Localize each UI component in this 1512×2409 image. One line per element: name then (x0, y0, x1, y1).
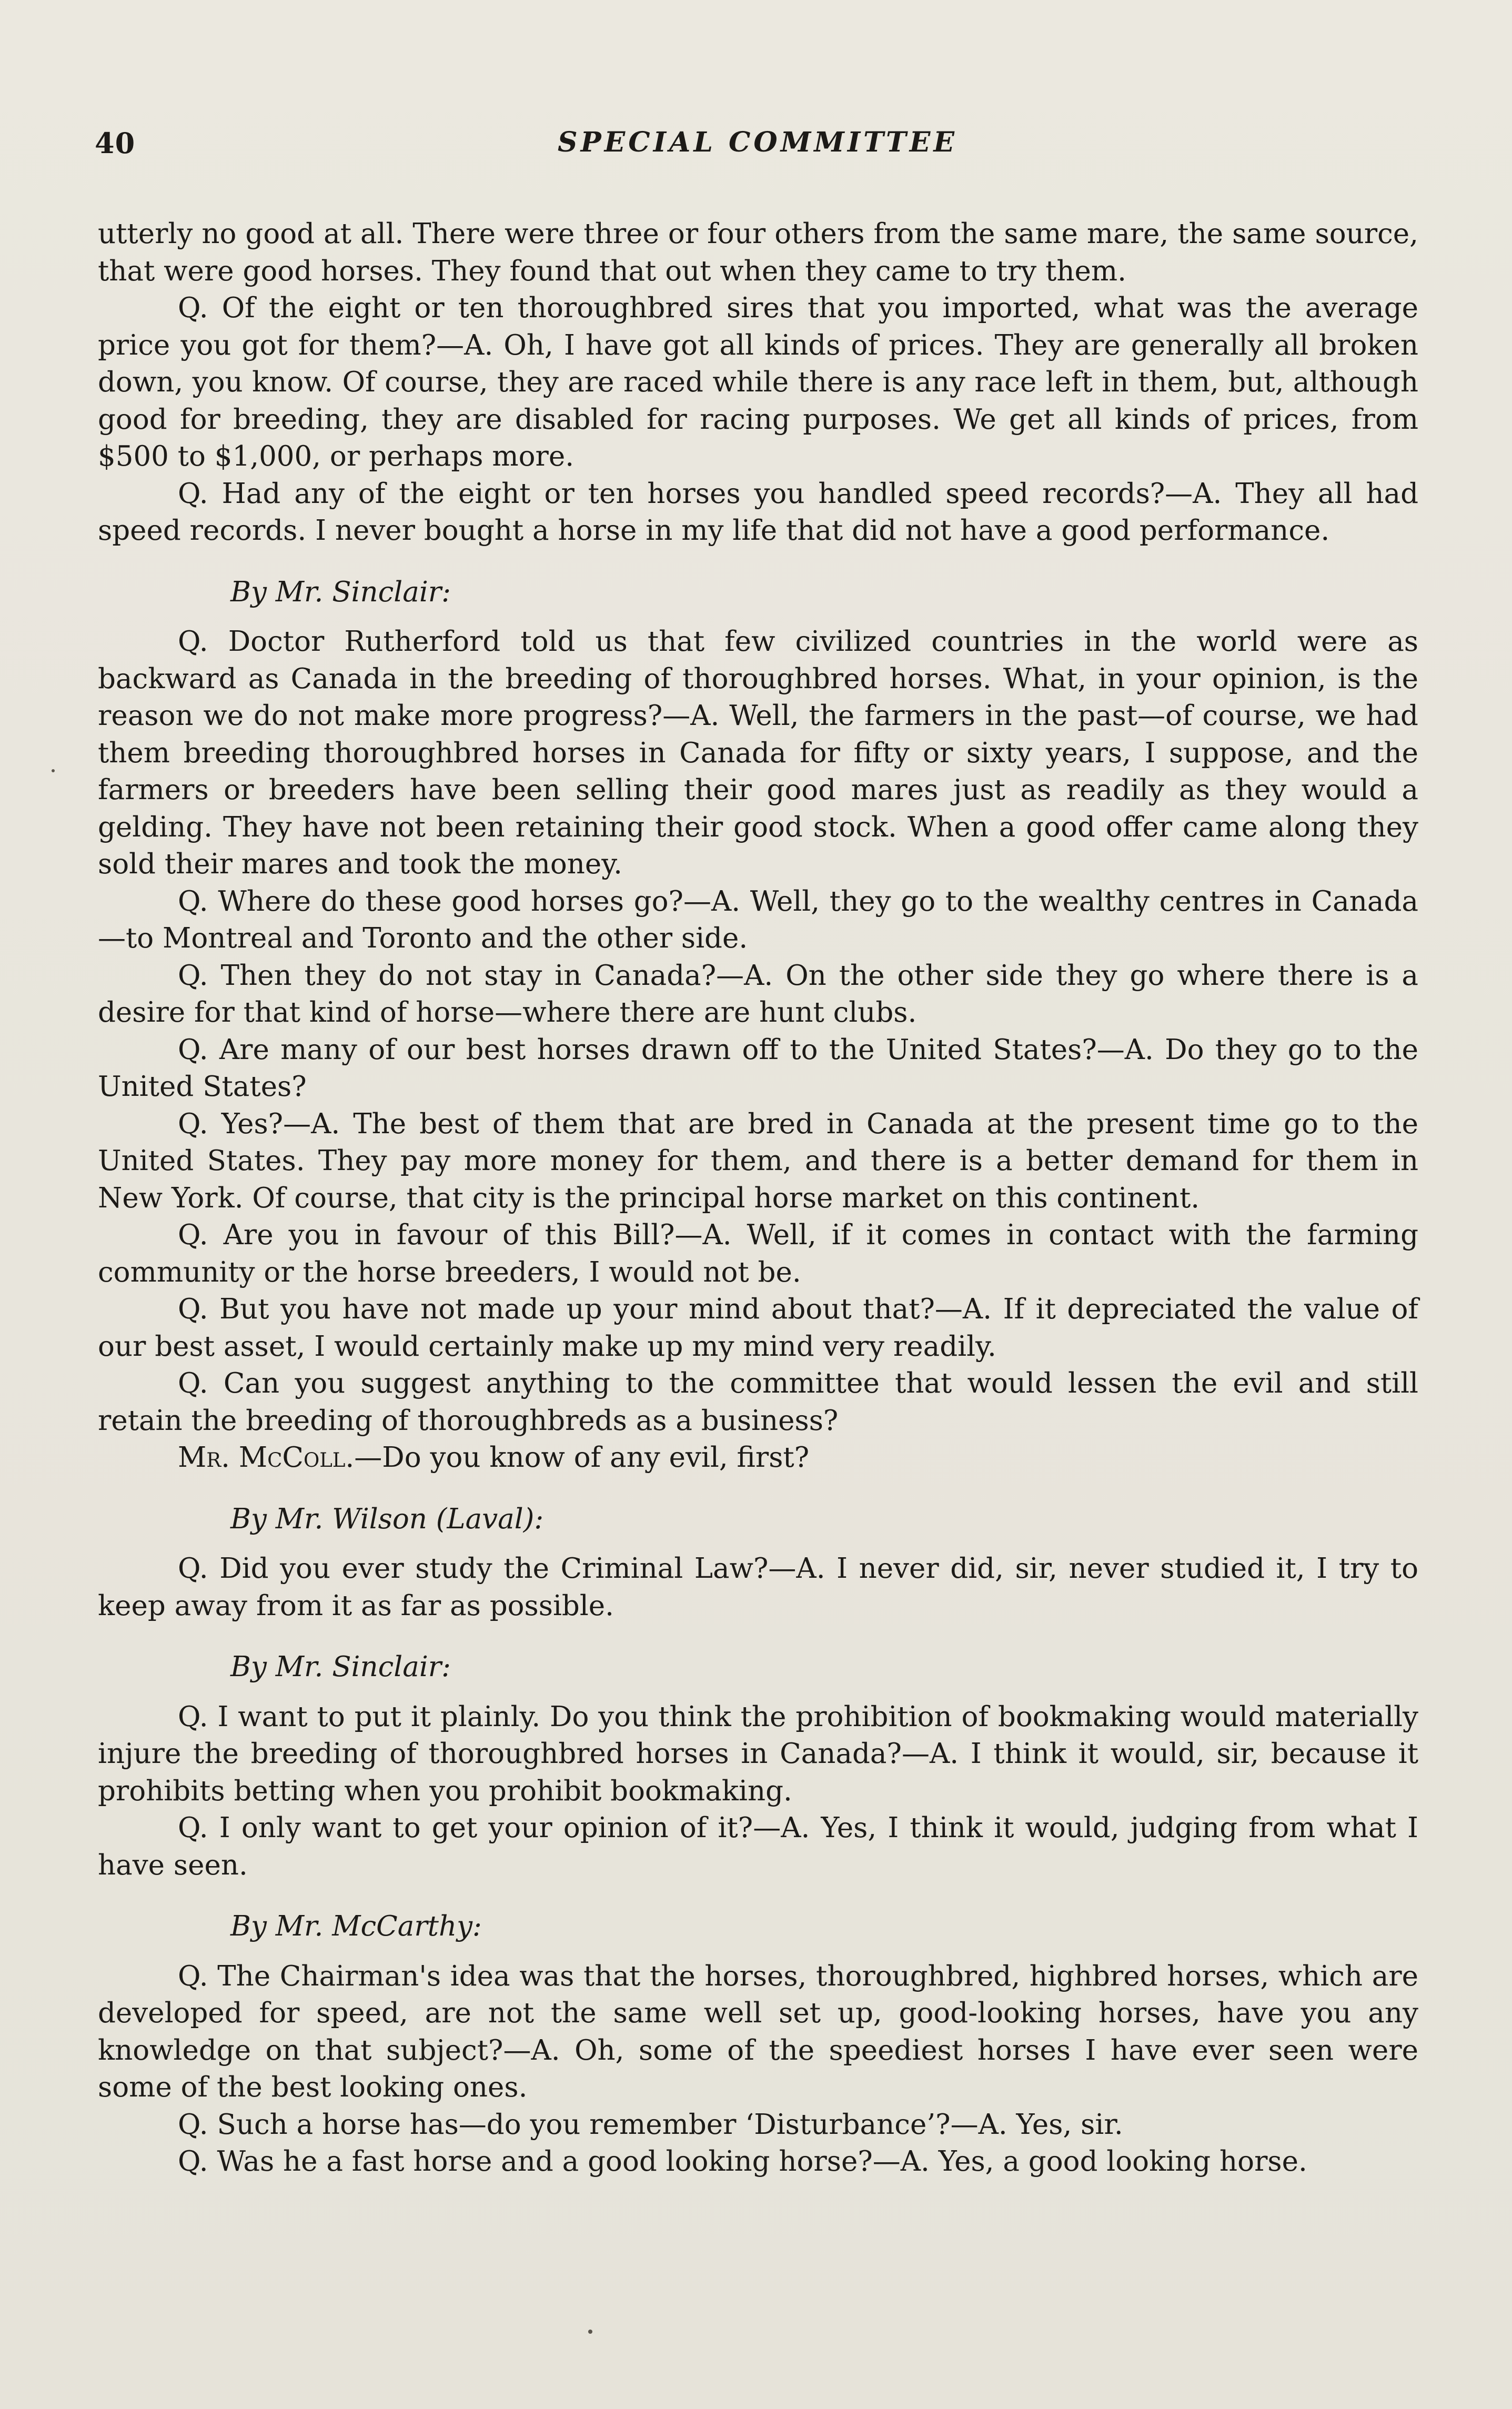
qa-paragraph: Q. Are you in favour of this Bill?—A. Well, if it comes in contact with the farming community or the horse breeders, I would not be. (98, 1219, 1418, 1288)
qa-paragraph: Q. Was he a fast horse and a good looking horse?—A. Yes, a good looking horse. (178, 2145, 1307, 2178)
qa-paragraph: Q. Are many of our best horses drawn off to the United States?—A. Do they go to the United States? (98, 1033, 1418, 1103)
member-remark-text: —Do you know of any evil, first? (354, 1442, 810, 1474)
paper-speck (52, 769, 55, 772)
qa-paragraph: Q. Doctor Rutherford told us that few civilized countries in the world were as backward as Canada in the breeding of thoroughbred horses. What, in your opinion, is the reason we do not make more progress?—A. Well, the farmers in the past—of course, we had them breeding thoroughbred horses in Canada for fifty or sixty years, I suppose, and the farmers or breeders have been selling their good mares just as readily as they would a gelding. They have not been retaining their good stock. When a good offer came along they sold their mares and took the money. (98, 626, 1418, 880)
page-header (95, 126, 1420, 168)
qa-paragraph: Q. Did you ever study the Criminal Law?—A. I never did, sir, never studied it, I try to keep away from it as far as possible. (98, 1553, 1418, 1622)
page-number: 40 (95, 126, 136, 160)
running-head: SPECIAL COMMITTEE (558, 126, 957, 158)
qa-paragraph: Q. I only want to get your opinion of it?—A. Yes, I think it would, judging from what I have seen. (98, 1812, 1418, 1881)
qa-paragraph: Q. But you have not made up your mind about that?—A. If it depreciated the value of our best asset, I would certainly make up my mind very readily. (98, 1293, 1418, 1363)
qa-paragraph: Q. Such a horse has—do you remember ‘Disturbance’?—A. Yes, sir. (178, 2108, 1123, 2141)
body-text (98, 216, 1418, 2181)
qa-paragraph: Q. Can you suggest anything to the committee that would lessen the evil and still retain the breeding of thoroughbreds as a business? (98, 1367, 1418, 1437)
speaker-heading: By Mr. Wilson (Laval): (230, 1503, 544, 1535)
speaker-heading: By Mr. Sinclair: (230, 1651, 451, 1683)
qa-paragraph: Q. Then they do not stay in Canada?—A. On the other side they go where there is a desire for that kind of horse—where there are hunt clubs. (98, 959, 1418, 1029)
member-remark (98, 1439, 1418, 1477)
qa-paragraph: Q. Had any of the eight or ten horses you handled speed records?—A. They all had speed records. I never bought a horse in my life that did not have a good performance. (98, 477, 1418, 547)
qa-paragraph: Q. Of the eight or ten thoroughbred sires that you imported, what was the average price you got for them?—A. Oh, I have got all kinds of prices. They are generally all broken down, you know. Of course, they are raced while there is any race left in them, but, although good for breeding, they are disabled for racing purposes. We get all kinds of prices, from $500 to $1,000, or perhaps more. (98, 292, 1418, 472)
qa-paragraph: Q. I want to put it plainly. Do you think the prohibition of bookmaking would materially injure the breeding of thoroughbred horses in Canada?—A. I think it would, sir, because it prohibits betting when you prohibit bookmaking. (98, 1700, 1418, 1807)
qa-paragraph: Q. Yes?—A. The best of them that are bred in Canada at the present time go to the United States. They pay more money for them, and there is a better demand for them in New York. Of course, that city is the principal horse market on this continent. (98, 1107, 1418, 1214)
speaker-heading: By Mr. Sinclair: (230, 576, 451, 608)
paper-speck (588, 2330, 592, 2334)
member-name: Mr. McColl. (178, 1442, 355, 1474)
qa-paragraph: Q. Where do these good horses go?—A. Well, they go to the wealthy centres in Canada—to Montreal and Toronto and the other side. (98, 885, 1418, 954)
speaker-heading: By Mr. McCarthy: (230, 1910, 482, 1942)
qa-paragraph: Q. The Chairman's idea was that the horses, thoroughbred, highbred horses, which are developed for speed, are not the same well set up, good-looking horses, have you any knowledge on that subject?—A. Oh, some of the speediest horses I have ever seen were some of the best looking ones. (98, 1960, 1418, 2103)
paragraph: utterly no good at all. There were three or four others from the same mare, the same source, that were good horses. They found that out when they came to try them. (98, 218, 1418, 287)
